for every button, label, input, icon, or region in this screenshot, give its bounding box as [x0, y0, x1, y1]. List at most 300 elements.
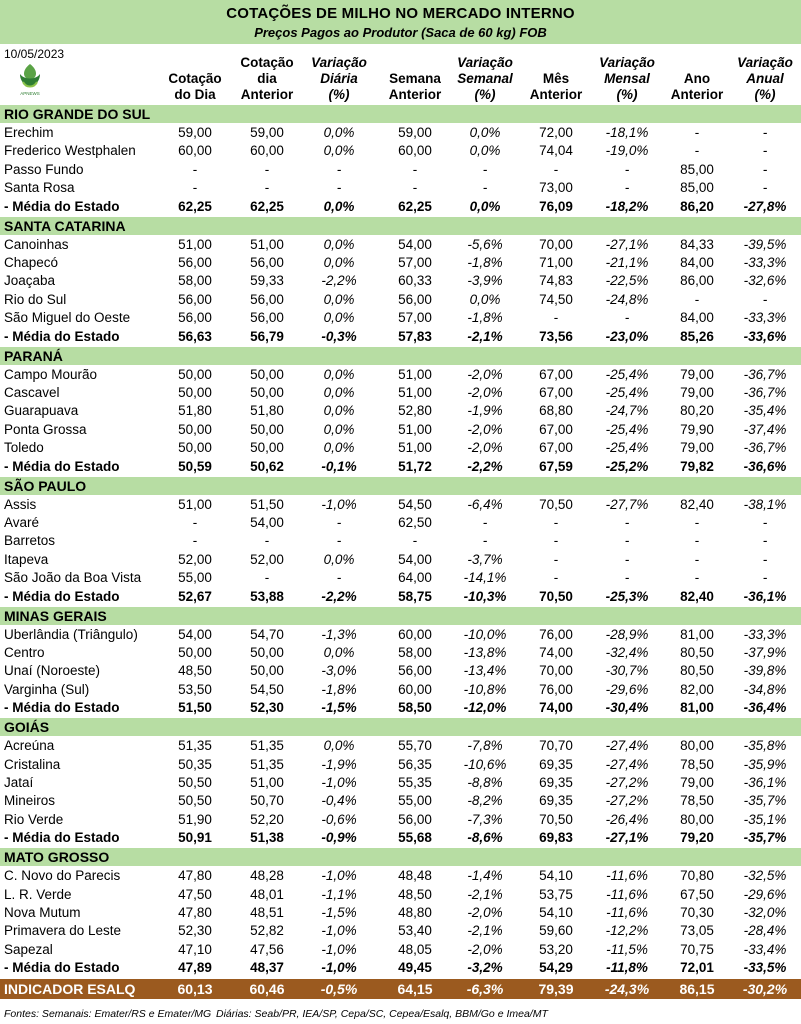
cell-col-3: 0,0%	[323, 125, 355, 140]
cell-col-1: 50,35	[178, 756, 212, 772]
cell-col-5: -2,1%	[467, 923, 503, 939]
cell-col-5: -7,3%	[467, 811, 503, 827]
cell-col-1: 52,30	[178, 923, 212, 939]
cell-col-1: 50,50	[178, 793, 212, 809]
cell-col-3: -2,2%	[321, 273, 357, 289]
cell-col-8: 79,00	[680, 385, 714, 400]
cell-col-7: -18,2%	[605, 198, 649, 214]
cell-col-6: 53,20	[539, 941, 573, 957]
table-row	[0, 309, 801, 327]
cell-col-1: 60,00	[178, 143, 212, 159]
cell-col-6: 73,00	[539, 180, 573, 196]
city-name: Santa Rosa	[4, 180, 75, 196]
cell-col-1: 51,80	[178, 403, 212, 419]
cell-col-2: 52,00	[250, 551, 284, 567]
cell-col-5: -2,1%	[467, 328, 503, 344]
city-name: Chapecó	[4, 255, 59, 270]
cell-col-5: -2,0%	[467, 366, 503, 382]
cell-col-2: 54,00	[250, 515, 284, 530]
cell-col-8: 79,90	[680, 421, 714, 437]
table-row	[0, 272, 801, 290]
cell-col-1: 62,25	[178, 198, 212, 214]
city-name: Itapeva	[4, 551, 49, 567]
cell-col-3: -	[336, 515, 342, 530]
cell-col-7: -	[624, 515, 630, 530]
cell-col-6: 71,00	[539, 255, 573, 270]
cell-col-5: -13,4%	[463, 663, 507, 679]
state-average-row	[0, 328, 801, 346]
cell-col-7: -11,6%	[606, 905, 648, 920]
cell-col-8: 85,26	[680, 328, 714, 344]
cell-col-1: 50,00	[178, 421, 212, 437]
cell-col-9: -33,5%	[743, 960, 787, 976]
cell-col-9: -28,4%	[743, 923, 787, 939]
cell-col-6: 76,00	[539, 626, 573, 642]
cell-col-7: -30,7%	[605, 663, 649, 679]
cell-col-7: -23,0%	[605, 328, 649, 344]
cell-col-6: 54,29	[539, 960, 573, 976]
cell-col-5: -1,8%	[467, 255, 503, 270]
cell-col-6: 53,75	[539, 886, 573, 902]
cell-col-3: 0,0%	[323, 236, 355, 252]
cell-col-5: 0,0%	[469, 125, 501, 140]
cell-col-2: 51,80	[250, 403, 284, 419]
indicador-esalq-row	[0, 979, 801, 999]
cell-col-9: -32,6%	[743, 273, 787, 289]
average-label: - Média do Estado	[4, 328, 120, 344]
cell-col-8: 85,00	[680, 161, 714, 177]
table-row	[0, 421, 801, 439]
city-name: Primavera do Leste	[4, 923, 122, 939]
cell-col-6: 69,35	[539, 775, 573, 790]
cell-col-7: -11,6%	[606, 868, 648, 884]
state-average-row	[0, 588, 801, 606]
cell-col-4: 55,00	[398, 793, 432, 809]
cell-col-7: -11,5%	[606, 941, 648, 957]
cell-col-8: -	[694, 533, 700, 549]
cell-col-2: 52,30	[250, 700, 284, 716]
city-name: Canoinhas	[4, 236, 69, 252]
cell-col-4: 48,05	[398, 941, 432, 957]
cell-col-8: 79,00	[680, 440, 714, 456]
cell-col-3: -1,0%	[321, 775, 357, 790]
cell-col-6: 69,35	[539, 756, 573, 772]
cell-col-8: 85,00	[680, 180, 714, 196]
table-row	[0, 161, 801, 179]
cell-col-1: 52,67	[178, 588, 212, 604]
city-name: Barretos	[4, 533, 56, 549]
cell-col-5: 0,0%	[469, 291, 501, 307]
column-header-1: Cotação do Dia	[168, 71, 222, 102]
cell-col-4: 57,83	[398, 328, 432, 344]
cell-col-1: 51,35	[178, 738, 212, 754]
cell-col-7: -	[624, 310, 630, 326]
cell-col-4: 53,40	[398, 923, 432, 939]
table-row	[0, 496, 801, 514]
cell-col-8: 86,00	[680, 273, 714, 289]
cell-col-8: 80,00	[680, 738, 714, 754]
cell-col-8: 70,75	[680, 941, 714, 957]
city-name: Cristalina	[4, 756, 61, 772]
state-average-row	[0, 458, 801, 476]
cell-col-1: 58,00	[178, 273, 212, 289]
city-name: Uberlândia (Triângulo)	[4, 626, 138, 642]
cell-col-7: -12,2%	[605, 923, 649, 939]
table-row	[0, 514, 801, 532]
cell-col-5: -2,2%	[467, 458, 503, 474]
cell-col-1: 51,00	[178, 496, 212, 512]
section-header	[0, 607, 801, 625]
table-row	[0, 626, 801, 644]
cell-col-1: 50,00	[178, 645, 212, 660]
cell-col-4: 62,50	[398, 515, 432, 530]
cell-col-4: -	[412, 180, 418, 196]
cell-col-4: 60,00	[398, 681, 432, 697]
cell-col-6: 67,00	[539, 385, 573, 400]
cell-col-1: 51,50	[178, 700, 212, 716]
cell-col-9: -	[762, 161, 768, 177]
cell-col-1: 59,00	[178, 125, 212, 140]
cell-col-3: 0,0%	[323, 255, 355, 270]
cell-col-3: -1,0%	[321, 868, 357, 884]
cell-col-2: 54,50	[250, 681, 284, 697]
table-row	[0, 904, 801, 922]
cell-col-5: -13,8%	[463, 645, 507, 660]
cell-col-2: 52,82	[250, 923, 284, 939]
cell-col-4: 54,00	[398, 551, 432, 567]
cell-col-5: -8,6%	[467, 830, 503, 846]
cell-col-4: 54,50	[398, 496, 432, 512]
cell-col-7: -27,1%	[605, 830, 649, 846]
cell-col-6: 59,60	[539, 923, 573, 939]
cell-col-6: 79,39	[538, 981, 574, 998]
cell-col-3: 0,0%	[323, 366, 355, 382]
section-header	[0, 718, 801, 736]
cell-col-8: 81,00	[680, 700, 714, 716]
cell-col-5: -2,1%	[467, 886, 503, 902]
average-label: - Média do Estado	[4, 830, 120, 846]
cell-col-9: -37,9%	[743, 645, 787, 660]
cell-col-9: -32,5%	[743, 868, 787, 884]
cell-col-2: 56,00	[250, 310, 284, 326]
cell-col-6: 72,00	[539, 125, 573, 140]
cell-col-3: 0,0%	[323, 403, 355, 419]
cell-col-2: 50,00	[250, 440, 284, 456]
cell-col-2: -	[264, 533, 270, 549]
city-name: Rio do Sul	[4, 291, 67, 307]
cell-col-4: 52,80	[398, 403, 432, 419]
cell-col-9: -	[762, 143, 768, 159]
table-row	[0, 867, 801, 885]
city-name: São Miguel do Oeste	[4, 310, 131, 326]
cell-col-4: 64,00	[398, 570, 432, 586]
table-row	[0, 179, 801, 197]
cell-col-1: 50,91	[178, 830, 212, 846]
cell-col-8: 78,50	[680, 756, 714, 772]
cell-col-4: 64,15	[397, 981, 433, 998]
table-row	[0, 124, 801, 142]
cell-col-3: -3,0%	[321, 663, 357, 679]
cell-col-9: -33,3%	[743, 626, 787, 642]
cell-col-9: -	[762, 515, 768, 530]
cell-col-4: 58,00	[398, 645, 432, 660]
cell-col-8: 82,40	[680, 496, 714, 512]
table-row	[0, 142, 801, 160]
cell-col-2: 50,00	[250, 366, 284, 382]
cell-col-7: -11,6%	[606, 886, 648, 902]
cell-col-3: 0,0%	[323, 440, 355, 456]
cell-col-2: 54,70	[250, 626, 284, 642]
cell-col-4: 51,00	[398, 421, 432, 437]
cell-col-4: 48,50	[398, 886, 432, 902]
section-header	[0, 848, 801, 866]
cell-col-7: -32,4%	[605, 645, 649, 660]
cell-col-8: 84,33	[680, 236, 714, 252]
cell-col-8: -	[694, 125, 700, 140]
cell-col-7: -22,5%	[605, 273, 649, 289]
city-name: Frederico Westphalen	[4, 143, 136, 159]
cell-col-7: -27,1%	[605, 236, 649, 252]
cell-col-9: -39,8%	[743, 663, 787, 679]
city-name: Passo Fundo	[4, 161, 84, 177]
cell-col-2: 48,37	[250, 960, 284, 976]
cell-col-1: 47,80	[178, 868, 212, 884]
cell-col-2: 53,88	[250, 588, 284, 604]
section-title: PARANÁ	[4, 347, 63, 364]
cell-col-5: -	[482, 180, 488, 196]
city-name: Unaí (Noroeste)	[4, 663, 101, 679]
city-name: Mineiros	[4, 793, 56, 809]
cell-col-6: -	[553, 570, 559, 586]
cell-col-5: -	[482, 533, 488, 549]
cell-col-1: 55,00	[178, 570, 212, 586]
cell-col-9: -36,7%	[743, 440, 787, 456]
cell-col-8: 78,50	[680, 793, 714, 809]
cell-col-9: -35,7%	[743, 830, 787, 846]
cell-col-1: -	[192, 161, 198, 177]
city-name: Cascavel	[4, 385, 60, 400]
cell-col-3: -	[336, 570, 342, 586]
city-name: C. Novo do Parecis	[4, 868, 121, 884]
cell-col-5: -3,2%	[467, 960, 503, 976]
cell-col-6: -	[553, 533, 559, 549]
table-row	[0, 366, 801, 384]
cell-col-8: -	[694, 551, 700, 567]
cell-col-9: -32,0%	[743, 905, 787, 920]
cell-col-9: -36,7%	[743, 385, 787, 400]
cell-col-9: -39,5%	[743, 236, 787, 252]
cell-col-4: 59,00	[398, 125, 432, 140]
city-name: L. R. Verde	[4, 886, 72, 902]
cell-col-2: 51,35	[250, 738, 284, 754]
cell-col-8: -	[694, 515, 700, 530]
table-row	[0, 941, 801, 959]
cell-col-6: 54,10	[539, 905, 573, 920]
column-header-7: Variação Mensal (%)	[599, 55, 655, 102]
cell-col-8: 79,20	[680, 830, 714, 846]
cell-col-7: -24,8%	[605, 291, 649, 307]
cell-col-6: -	[553, 551, 559, 567]
cell-col-4: 62,25	[398, 198, 432, 214]
cell-col-8: 84,00	[680, 255, 714, 270]
cell-col-5: -6,4%	[467, 496, 503, 512]
cell-col-4: 60,33	[398, 273, 432, 289]
cell-col-8: 82,00	[680, 681, 714, 697]
cell-col-8: 80,50	[680, 663, 714, 679]
cell-col-2: 62,25	[250, 198, 284, 214]
cell-col-8: 86,20	[680, 198, 714, 214]
cell-col-2: 50,00	[250, 663, 284, 679]
cell-col-4: 56,00	[398, 291, 432, 307]
cell-col-1: 50,50	[178, 775, 212, 790]
cell-col-3: -	[336, 533, 342, 549]
cell-col-4: 51,00	[398, 366, 432, 382]
cell-col-2: -	[264, 161, 270, 177]
section-title: MATO GROSSO	[4, 849, 110, 866]
cell-col-8: 80,50	[680, 645, 714, 660]
cell-col-1: 51,90	[178, 811, 212, 827]
table-row	[0, 569, 801, 587]
cell-col-6: 54,10	[539, 868, 573, 884]
city-name: Sapezal	[4, 941, 53, 957]
cell-col-3: -1,0%	[321, 941, 357, 957]
cell-col-7: -28,9%	[605, 626, 649, 642]
cell-col-7: -18,1%	[605, 125, 649, 140]
state-average-row	[0, 699, 801, 717]
cell-col-6: -	[553, 515, 559, 530]
cell-col-1: 60,13	[177, 981, 213, 998]
cell-col-9: -35,8%	[743, 738, 787, 754]
section-header	[0, 347, 801, 365]
table-row	[0, 532, 801, 550]
cell-col-4: 55,70	[398, 738, 432, 754]
footer-sources-weekly: Fontes: Semanais: Emater/RS e Emater/MG	[4, 1008, 212, 1020]
table-row	[0, 662, 801, 680]
cell-col-2: 48,01	[250, 886, 284, 902]
table-row	[0, 792, 801, 810]
section-title: RIO GRANDE DO SUL	[4, 106, 151, 122]
page-title: COTAÇÕES DE MILHO NO MERCADO INTERNO	[226, 5, 575, 22]
cell-col-5: -8,8%	[467, 775, 503, 790]
cell-col-9: -	[762, 180, 768, 196]
cell-col-3: -	[336, 180, 342, 196]
cell-col-6: 67,00	[539, 440, 573, 456]
cell-col-8: -	[694, 291, 700, 307]
cell-col-3: -0,6%	[321, 811, 357, 827]
column-header-4: Semana Anterior	[388, 71, 442, 102]
cell-col-3: -1,1%	[321, 886, 357, 902]
city-name: Acreúna	[4, 738, 55, 754]
quote-date: 10/05/2023	[4, 47, 65, 61]
cell-col-6: 76,09	[539, 198, 573, 214]
cell-col-2: 51,38	[250, 830, 284, 846]
cell-col-2: 50,70	[250, 793, 284, 809]
cell-col-7: -27,2%	[605, 775, 649, 790]
cell-col-6: 76,00	[539, 681, 573, 697]
cell-col-5: -5,6%	[467, 236, 503, 252]
cell-col-4: 49,45	[398, 960, 432, 976]
cell-col-9: -36,1%	[743, 775, 787, 790]
cell-col-2: 52,20	[250, 811, 284, 827]
cell-col-6: 74,50	[539, 291, 573, 307]
cell-col-3: -1,0%	[321, 923, 357, 939]
cell-col-6: 67,00	[539, 366, 573, 382]
cell-col-7: -27,4%	[605, 756, 649, 772]
cell-col-8: 70,80	[680, 868, 714, 884]
cell-col-1: 47,10	[178, 941, 212, 957]
cell-col-9: -33,4%	[743, 941, 787, 957]
cell-col-3: -0,3%	[321, 328, 357, 344]
cell-col-4: 55,68	[398, 830, 432, 846]
cell-col-6: 70,70	[539, 738, 573, 754]
cell-col-6: -	[553, 310, 559, 326]
table-row	[0, 644, 801, 662]
cell-col-1: 56,00	[178, 291, 212, 307]
cell-col-6: 74,04	[539, 143, 573, 159]
cell-col-9: -34,8%	[743, 681, 787, 697]
cell-col-6: 74,83	[539, 273, 573, 289]
cell-col-7: -24,3%	[604, 981, 650, 998]
city-name: Jataí	[4, 775, 34, 790]
cell-col-1: 56,00	[178, 310, 212, 326]
cell-col-7: -19,0%	[605, 143, 649, 159]
cell-col-4: 56,00	[398, 663, 432, 679]
cell-col-3: -1,5%	[321, 700, 357, 716]
cell-col-9: -36,1%	[743, 588, 787, 604]
cell-col-6: 69,35	[539, 793, 573, 809]
cell-col-3: -1,8%	[321, 681, 357, 697]
cell-col-8: 73,05	[680, 923, 714, 939]
cell-col-4: 55,35	[398, 775, 432, 790]
cell-col-7: -25,4%	[605, 366, 649, 382]
cell-col-5: 0,0%	[469, 143, 501, 159]
column-header-8: Ano Anterior	[670, 71, 724, 102]
cell-col-7: -	[624, 161, 630, 177]
average-label: - Média do Estado	[4, 588, 120, 604]
cell-col-3: -0,5%	[320, 981, 358, 998]
cell-col-6: 70,50	[539, 496, 573, 512]
cell-col-1: 50,59	[178, 458, 212, 474]
cell-col-5: -7,8%	[467, 738, 503, 754]
city-name: Erechim	[4, 125, 54, 140]
cell-col-5: -3,7%	[467, 551, 503, 567]
cell-col-2: 60,46	[249, 981, 285, 998]
column-header-9: Variação Anual (%)	[737, 55, 793, 102]
average-label: - Média do Estado	[4, 458, 120, 474]
section-header	[0, 477, 801, 495]
cell-col-1: 47,80	[178, 905, 212, 920]
table-row	[0, 551, 801, 569]
cell-col-4: -	[412, 533, 418, 549]
cell-col-3: 0,0%	[323, 645, 355, 660]
column-header-6: Mês Anterior	[529, 71, 583, 102]
cell-col-1: -	[192, 533, 198, 549]
table-row	[0, 922, 801, 940]
column-header-2: Cotação dia Anterior	[240, 55, 294, 102]
cell-col-1: 47,50	[178, 886, 212, 902]
cell-col-9: -	[762, 533, 768, 549]
cell-col-2: 56,00	[250, 291, 284, 307]
cell-col-6: 70,50	[539, 811, 573, 827]
cell-col-3: 0,0%	[323, 551, 355, 567]
cell-col-3: -0,9%	[321, 830, 357, 846]
city-name: Campo Mourão	[4, 366, 98, 382]
section-header	[0, 105, 801, 123]
cell-col-4: 54,00	[398, 236, 432, 252]
cell-col-7: -25,4%	[605, 421, 649, 437]
cell-col-3: 0,0%	[323, 310, 355, 326]
cell-col-1: 48,50	[178, 663, 212, 679]
